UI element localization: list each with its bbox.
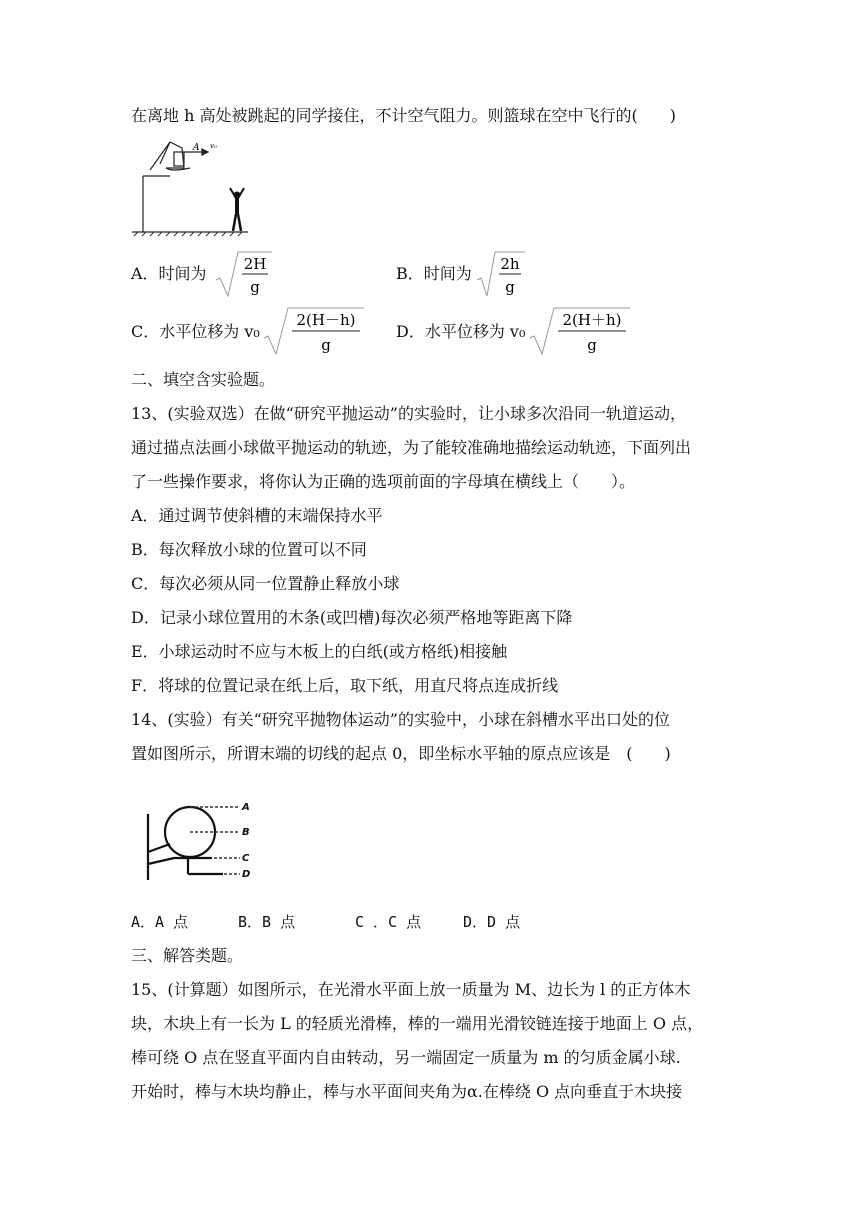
section-3-heading: 三、解答类题。	[131, 946, 244, 965]
q12-option-d-formula	[528, 306, 632, 356]
q12-option-a-den: g	[250, 278, 260, 296]
q14-line-1: 14、(实验）有关“研究平抛物体运动”的实验中，小球在斜槽水平出口处的位	[131, 710, 670, 729]
q13-option-b: B．每次释放小球的位置可以不同	[131, 540, 367, 559]
q14-option-a: A．A 点	[131, 913, 189, 931]
q12-option-b-num: 2h	[500, 255, 520, 273]
q12-option-c-den: g	[321, 336, 331, 354]
q13-option-a: A．通过调节使斜槽的末端保持水平	[131, 506, 383, 525]
basketball-figure	[130, 138, 250, 242]
q12-option-b-den: g	[505, 278, 515, 296]
q14-option-b: B．B 点	[238, 913, 296, 931]
q12-option-b-label: B．时间为	[396, 264, 472, 283]
q13-option-d: D．记录小球位置用的木条(或凹槽)每次必须严格地等距离下降	[131, 608, 573, 627]
q12-option-d-num: 2(H＋h)	[562, 311, 622, 329]
q12-intro-text: 在离地 h 高处被跳起的同学接住，不计空气阻力。则篮球在空中飞行的( )	[131, 106, 676, 125]
q14-line-2: 置如图所示，所谓末端的切线的起点 0，即坐标水平轴的原点应该是 ( )	[131, 744, 671, 763]
q12-option-a-label: A．时间为	[131, 264, 207, 283]
q12-option-c-num: 2(H－h)	[296, 311, 356, 329]
q13-option-c: C．每次必须从同一位置静止释放小球	[131, 574, 400, 593]
q12-option-a-num: 2H	[243, 255, 267, 273]
q15-line-1: 15、(计算题）如图所示，在光滑水平面上放一质量为 M、边长为 l 的正方体木	[131, 980, 691, 999]
figure-label-point-d: D	[242, 869, 251, 880]
q13-option-e: E．小球运动时不应与木板上的白纸(或方格纸)相接触	[131, 642, 508, 661]
figure-label-point-a: A	[242, 802, 250, 813]
q12-option-d-den: g	[587, 336, 597, 354]
q15-line-2: 块，木块上有一长为 L 的轻质光滑棒，棒的一端用光滑铰链连接于地面上 O 点，	[131, 1014, 704, 1033]
q12-option-a-formula	[214, 250, 274, 298]
q12-option-c-label: C．水平位移为 v₀	[131, 322, 260, 341]
figure-label-a: A	[193, 143, 200, 153]
q12-option-b-formula	[475, 250, 527, 298]
q12-option-c-formula	[262, 306, 366, 356]
q13-line-2: 通过描点法画小球做平抛运动的轨迹，为了能较准确地描绘运动轨迹，下面列出	[131, 438, 692, 457]
q13-line-1: 13、(实验双选）在做“研究平抛运动”的实验时，让小球多次沿同一轨道运动，	[131, 404, 686, 423]
figure-label-point-c: C	[242, 853, 250, 864]
section-2-heading: 二、填空含实验题。	[131, 370, 276, 389]
q15-line-4: 开始时，棒与木块均静止，棒与水平面间夹角为α.在棒绕 O 点向垂直于木块接	[131, 1082, 683, 1101]
q13-option-f: F．将球的位置记录在纸上后，取下纸，用直尺将点连成折线	[131, 676, 559, 695]
figure-label-point-b: B	[242, 827, 250, 838]
q14-option-d: D．D 点	[463, 913, 521, 931]
q13-line-3: 了一些操作要求，将你认为正确的选项前面的字母填在横线上（ ）。	[131, 472, 636, 491]
figure-label-v0: v₀	[210, 142, 217, 150]
chute-ball-figure	[128, 796, 268, 884]
q15-line-3: 棒可绕 O 点在竖直平面内自由转动，另一端固定一质量为 m 的匀质金属小球.	[131, 1048, 681, 1067]
q12-option-d-label: D．水平位移为 v₀	[396, 322, 526, 341]
q14-option-c: C ．C 点	[355, 913, 422, 931]
